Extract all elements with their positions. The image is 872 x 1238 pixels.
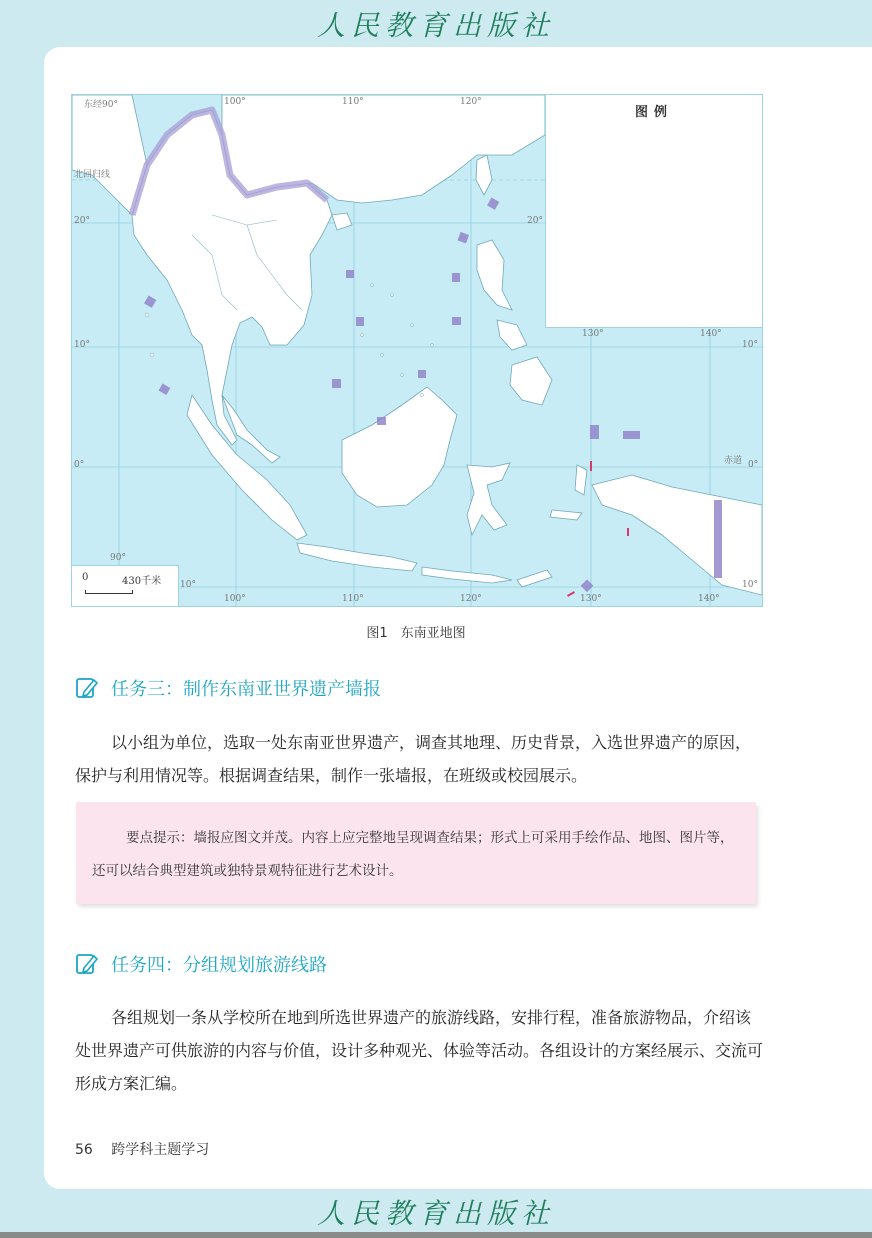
lon-label: 100°: [224, 97, 246, 107]
lon-label: 110°: [342, 594, 364, 604]
lat-label: 北回归线: [74, 170, 111, 180]
lat-label: 10°: [742, 340, 758, 350]
pencil-icon: [75, 676, 99, 700]
task3-paragraph: 以小组为单位，选取一处东南亚世界遗产，调查其地理、历史背景，入选世界遗产的原因，保护与利用情况等。根据调查结果，制作一张墙报，在班级或校园展示。: [75, 733, 752, 785]
tip-box: [76, 802, 756, 904]
task4-heading: 任务四：分组规划旅游线路: [111, 955, 327, 976]
publisher-footer: 人民教育出版社: [316, 1197, 555, 1230]
bottom-strip: [0, 1232, 872, 1238]
pencil-icon: [75, 952, 99, 976]
page-footer: [75, 1139, 209, 1159]
lat-label: 10°: [180, 580, 196, 590]
map-legend: [545, 95, 762, 328]
task3-heading-row: [75, 675, 381, 701]
lon-label: 100°: [224, 594, 246, 604]
task3-heading: 任务三：制作东南亚世界遗产墙报: [111, 679, 381, 700]
tip-text: 要点提示：墙报应图文并茂。内容上应完整地呈现调查结果；形式上可采用手绘作品、地图、图片等，还可以结合典型建筑或独特景观特征进行艺术设计。: [92, 830, 734, 879]
lat-label: 0°: [74, 460, 85, 470]
lon-label: 90°: [110, 553, 126, 563]
scale-zero: 0: [82, 572, 89, 583]
scale-bar: [85, 590, 133, 594]
lon-label: 东经90°: [84, 100, 118, 110]
scale-distance: 430千米: [122, 576, 162, 587]
page-number: 56: [75, 1142, 93, 1158]
lon-label: 130°: [580, 594, 602, 604]
southeast-asia-map: [71, 94, 763, 607]
legend-title: 图例: [634, 105, 673, 120]
lon-label: 120°: [460, 594, 482, 604]
lat-label: 10°: [74, 340, 90, 350]
book-title: 跨学科主题学习: [111, 1142, 210, 1158]
lon-label: 140°: [698, 594, 720, 604]
map-scale: [72, 565, 179, 606]
task4-heading-row: [75, 951, 327, 977]
figure-caption: 图1 东南亚地图: [366, 626, 466, 641]
equator-label: 赤道: [724, 456, 743, 466]
lat-label: 0°: [748, 460, 759, 470]
lon-label: 120°: [460, 97, 482, 107]
lat-label: 20°: [74, 216, 90, 226]
lon-label: 110°: [342, 97, 364, 107]
lat-label: 20°: [527, 216, 543, 226]
lon-label: 130°: [582, 329, 604, 339]
lon-label: 140°: [700, 329, 722, 339]
publisher-header: 人民教育出版社: [316, 9, 555, 42]
task4-paragraph: 各组规划一条从学校所在地到所选世界遗产的旅游线路，安排行程，准备旅游物品，介绍该处世界遗产可供旅游的内容与价值，设计多种观光、体验等活动。各组设计的方案经展示、交流可形成方案汇编。: [75, 1008, 764, 1093]
lat-label: 10°: [742, 580, 758, 590]
